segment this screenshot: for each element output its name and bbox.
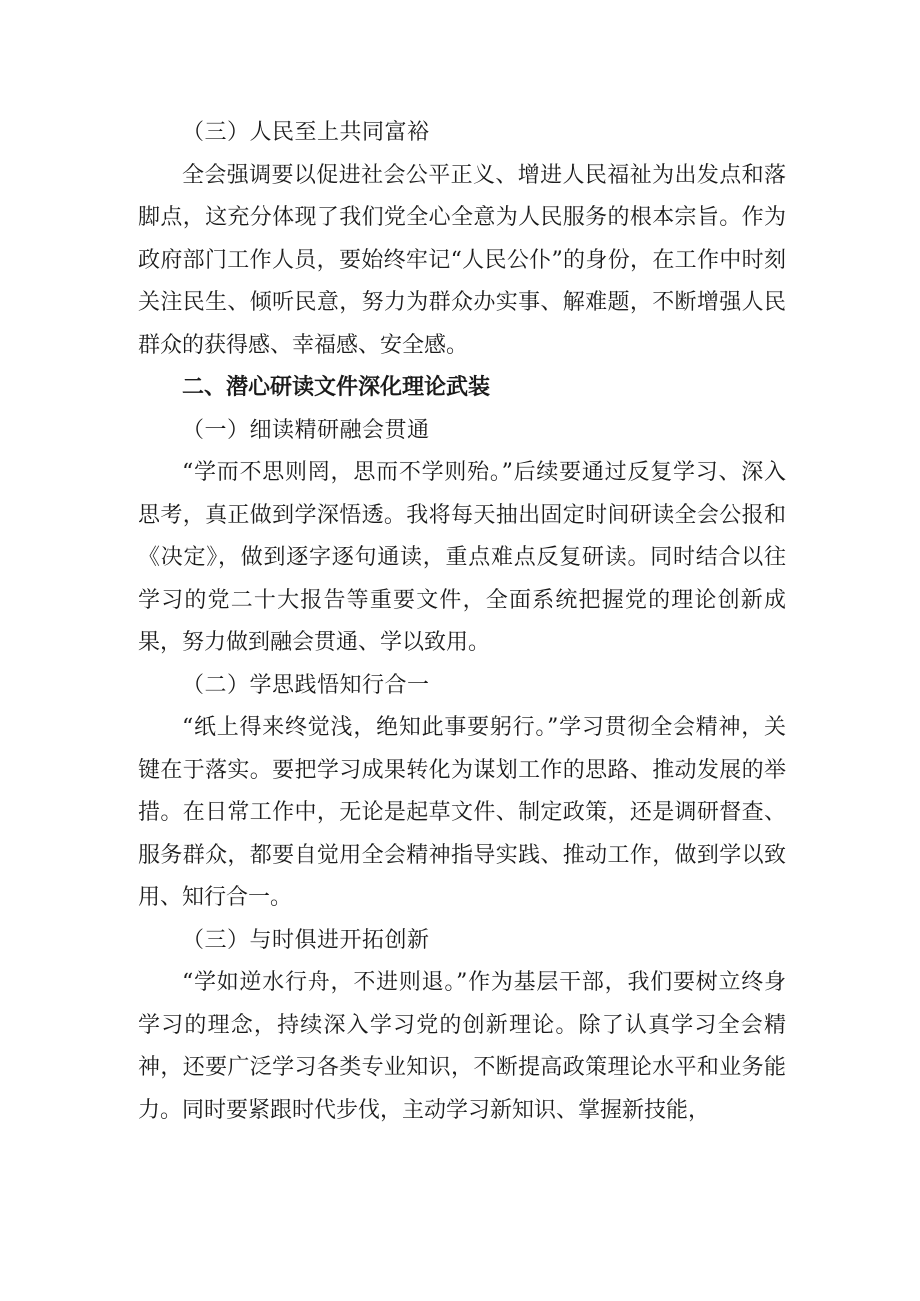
document-page	[138, 112, 786, 1132]
paragraph-close-reading: “学而不思则罔，思而不学则殆。”后续要通过反复学习、深入思考，真正做到学深悟透。我将每天抽出固定时间研读全会公报和《决定》，做到逐字逐句通读，重点难点反复研读。同时结合以往学习的党二十大报告等重要文件，全面系统把握党的理论创新成果，努力做到融会贯通、学以致用。	[138, 460, 786, 655]
subheading-innovation: （三）与时俱进开拓创新	[182, 927, 430, 953]
paragraph-knowledge-action: “纸上得来终觉浅，绝知此事要躬行。”学习贯彻全会精神，关键在于落实。要把学习成果转化为谋划工作的思路、推动发展的举措。在日常工作中，无论是起草文件、制定政策，还是调研督查、服务群众，都要自觉用全会精神指导实践、推动工作，做到学以致用、知行合一。	[138, 715, 786, 910]
paragraph-innovation: “学如逆水行舟，不进则退。”作为基层干部，我们要树立终身学习的理念，持续深入学习党的创新理论。除了认真学习全会精神，还要广泛学习各类专业知识，不断提高政策理论水平和业务能力。同时要紧跟时代步伐，主动学习新知识、掌握新技能，	[138, 970, 786, 1123]
subheading-people-first: （三）人民至上共同富裕	[182, 120, 430, 145]
paragraph-people-welfare: 全会强调要以促进社会公平正义、增进人民福祉为出发点和落脚点，这充分体现了我们党全心全意为人民服务的根本宗旨。作为政府部门工作人员，要始终牢记“人民公仆”的身份，在工作中时刻关注民生、倾听民意，努力为群众办实事、解难题，不断增强人民群众的获得感、幸福感、安全感。	[138, 162, 786, 358]
subheading-close-reading: （一）细读精研融会贯通	[182, 417, 430, 443]
section-heading-2: 二、潜心研读文件深化理论武装	[182, 375, 491, 400]
subheading-knowledge-action: （二）学思践悟知行合一	[182, 672, 430, 698]
